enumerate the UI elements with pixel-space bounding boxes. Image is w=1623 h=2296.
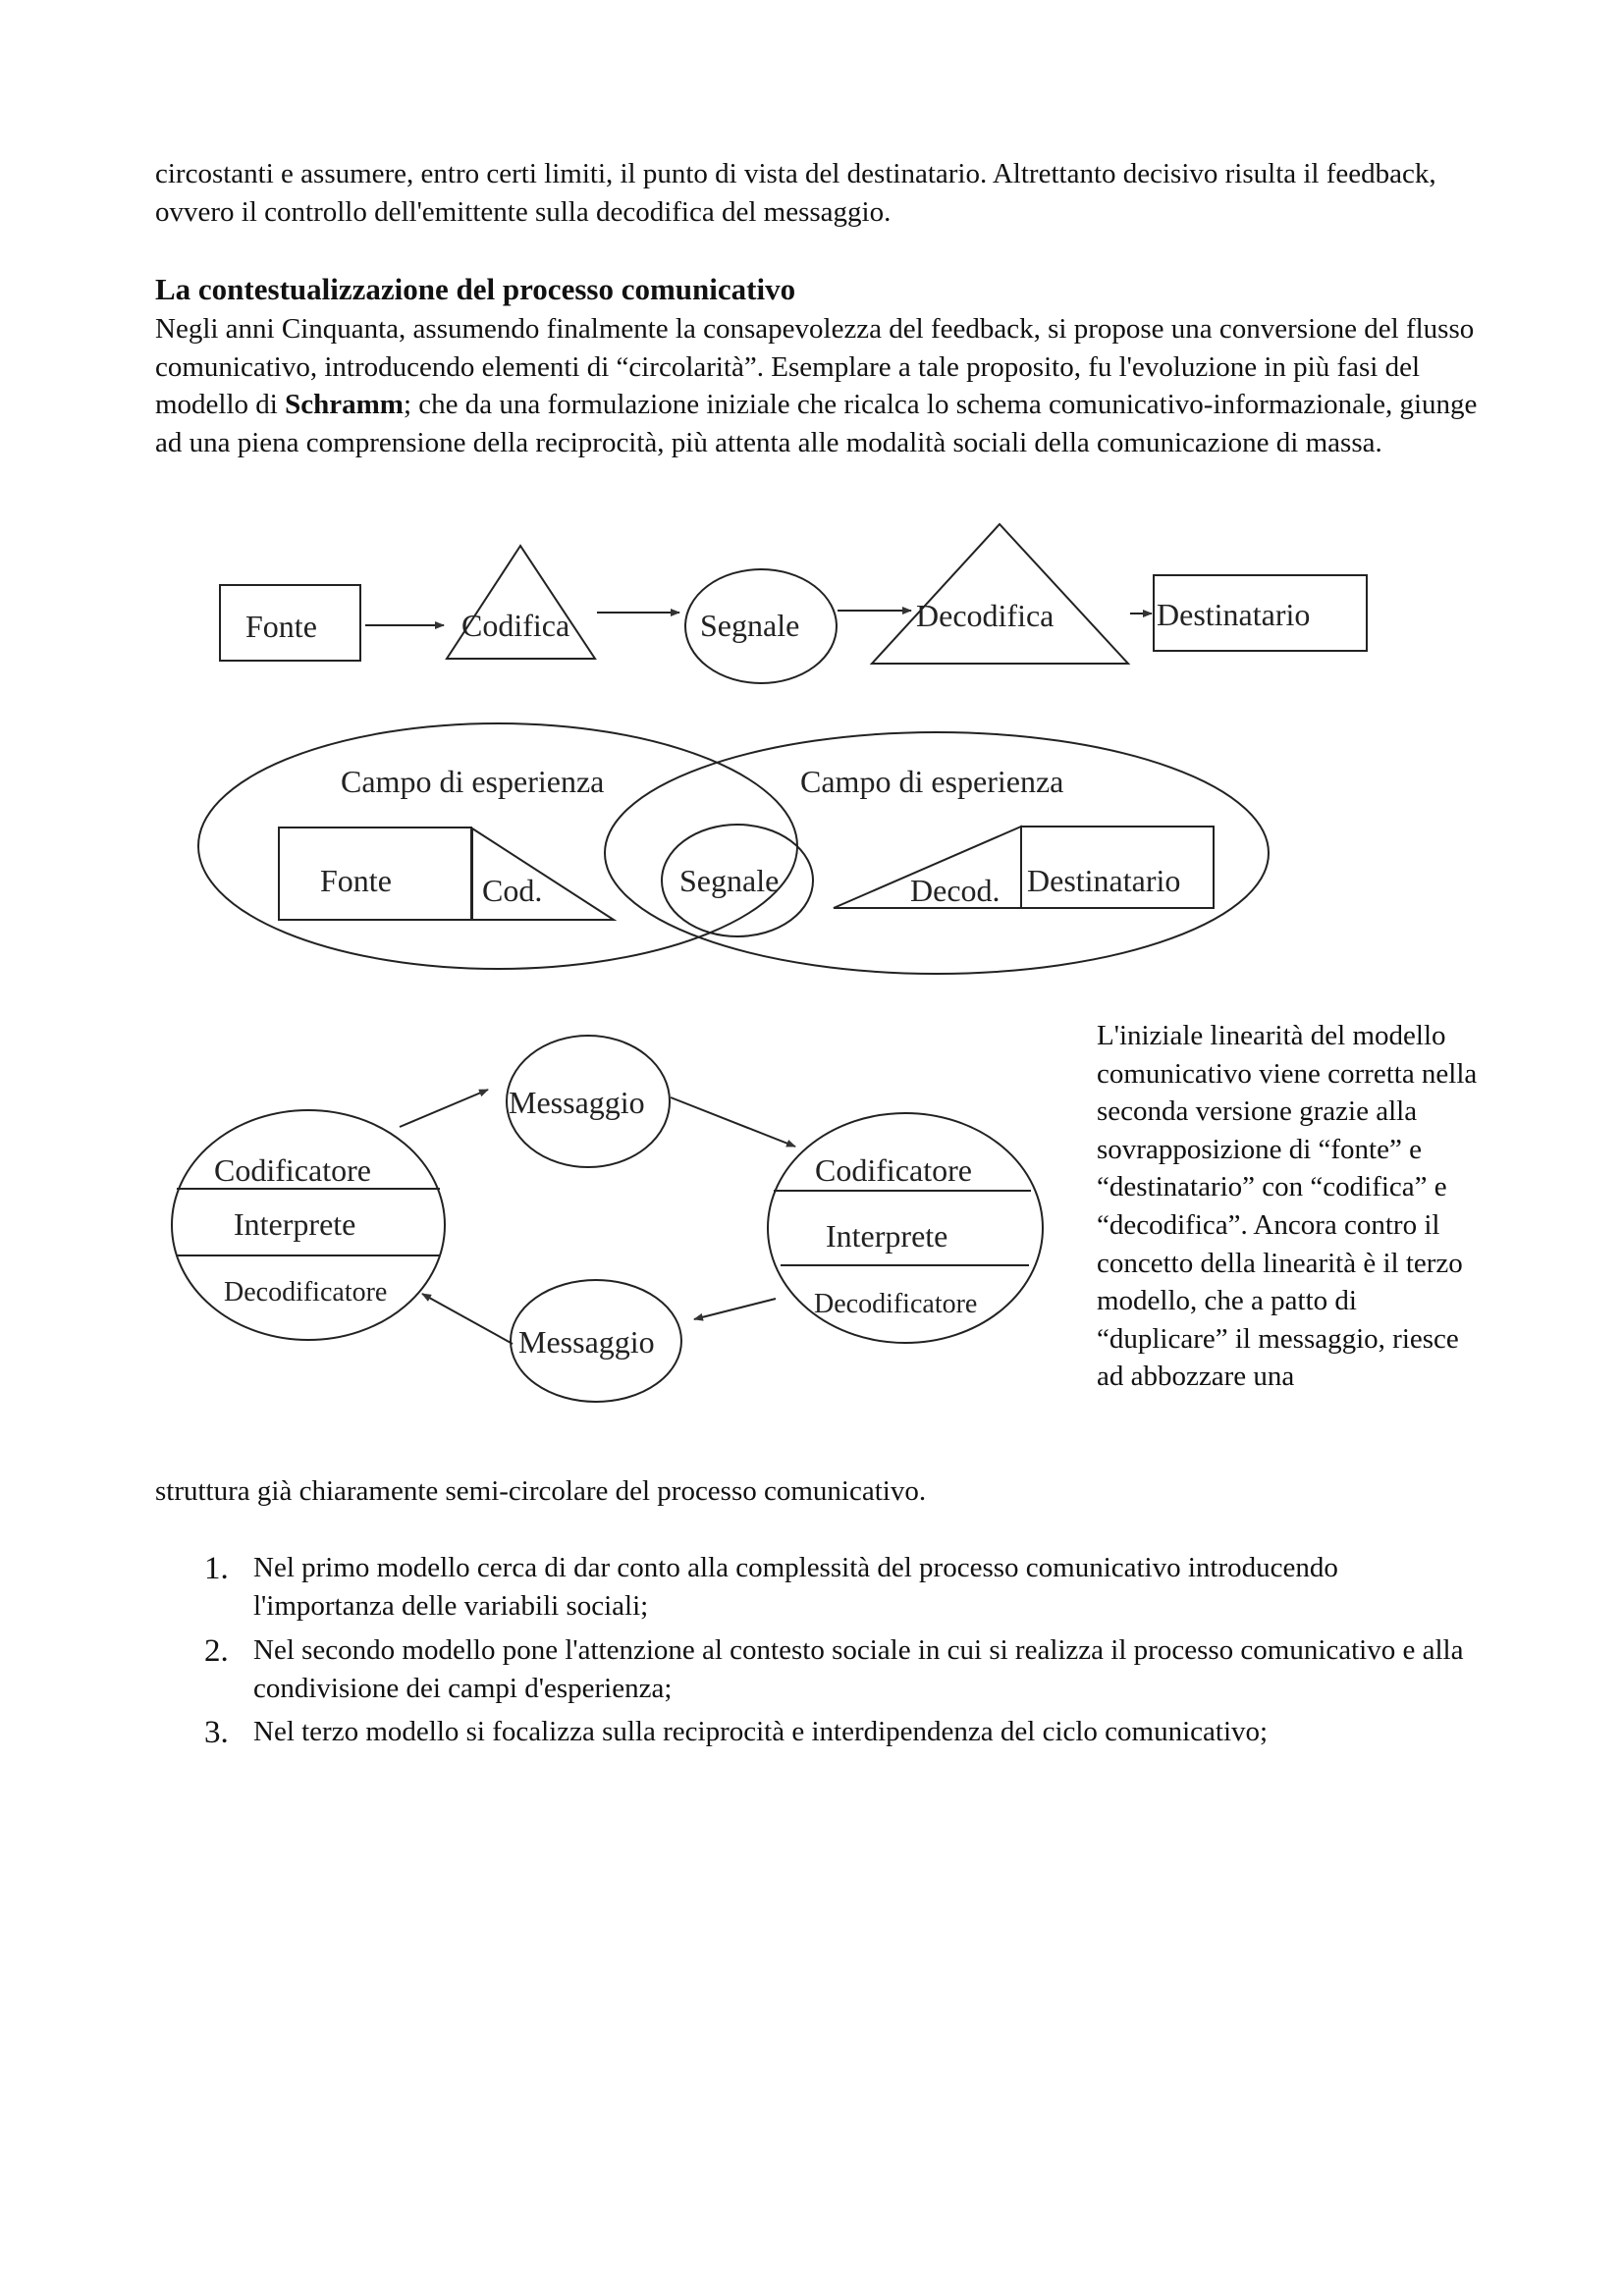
list-item-number: 1. xyxy=(204,1551,229,1586)
schramm-name: Schramm xyxy=(285,389,404,421)
list-item-text: Nel primo modello cerca di dar conto alla complessità del processo comunicativo introducendo l'importanza delle variabili sociali; xyxy=(253,1552,1338,1622)
diagram-fields-of-experience xyxy=(198,723,1269,974)
right-interpreter-label: Interprete xyxy=(826,1218,948,1254)
right-decoder-label: Decodificatore xyxy=(814,1289,978,1319)
side-paragraph: L'iniziale linearità del modello comunicativo viene corretta nella seconda versione grazie alla sovrapposizione di “fonte” e “destinatario” con “codifica” e “decodifica”. Ancora contro il concetto della linearità è il terzo modello, che a patto di “duplicare” il messaggio, riesce ad abbozzare una xyxy=(1097,1020,1478,1393)
encode-label: Cod. xyxy=(482,873,543,908)
decode-label: Decodifica xyxy=(916,598,1055,633)
message-bottom-label: Messaggio xyxy=(518,1324,655,1360)
encode-label: Codifica xyxy=(461,608,570,643)
section-paragraph-part1: Negli anni Cinquanta, assumendo finalmente la consapevolezza del feedback, si propose una conversione del flusso comunicativo, introducendo elementi di “circolarità”. Esemplare a tale proposito, fu l'evoluzione in più fasi del modello di xyxy=(155,313,1475,421)
left-interpreter-label: Interprete xyxy=(234,1206,356,1242)
list-item-text: Nel secondo modello pone l'attenzione al contesto sociale in cui si realizza il processo comunicativo e alla condivisione dei campi d'esperienza; xyxy=(253,1634,1464,1704)
section-paragraph-part2: ; che da una formulazione iniziale che ricalca lo schema comunicativo-informazionale, giunge ad una piena comprensione della reciprocità, più attenta alle modalità sociali della comunicazione di massa. xyxy=(155,389,1478,458)
list-item-number: 3. xyxy=(204,1715,229,1750)
decode-triangle xyxy=(872,524,1128,664)
decode-label: Decod. xyxy=(910,873,1001,908)
destination-label: Destinatario xyxy=(1157,597,1311,632)
destination-label: Destinatario xyxy=(1027,863,1181,898)
signal-label: Segnale xyxy=(679,863,780,898)
arrow-to-left-node xyxy=(422,1294,513,1344)
section-title: La contestualizzazione del processo comunicativo xyxy=(155,272,796,306)
signal-label: Segnale xyxy=(700,608,800,643)
source-label: Fonte xyxy=(320,863,392,898)
left-encoder-label: Codificatore xyxy=(214,1152,371,1188)
list-item-number: 2. xyxy=(204,1633,229,1669)
list-item-text: Nel terzo modello si focalizza sulla reciprocità e interdipendenza del ciclo comunicativo; xyxy=(253,1716,1269,1747)
source-label: Fonte xyxy=(245,609,317,644)
field-right-label: Campo di esperienza xyxy=(800,764,1064,799)
arrow-to-right-node xyxy=(671,1097,795,1147)
field-left-label: Campo di esperienza xyxy=(341,764,605,799)
arrow-to-bottom-message xyxy=(694,1299,776,1319)
tail-line: struttura già chiaramente semi-circolare del processo comunicativo. xyxy=(155,1475,927,1507)
intro-paragraph: circostanti e assumere, entro certi limiti, il punto di vista del destinatario. Altrettanto decisivo risulta il feedback, ovvero il controllo dell'emittente sulla decodifica del messaggio. xyxy=(155,158,1436,228)
right-encoder-label: Codificatore xyxy=(815,1152,972,1188)
left-decoder-label: Decodificatore xyxy=(224,1277,388,1308)
message-top-label: Messaggio xyxy=(509,1085,645,1120)
arrow-to-top-message xyxy=(400,1090,488,1127)
